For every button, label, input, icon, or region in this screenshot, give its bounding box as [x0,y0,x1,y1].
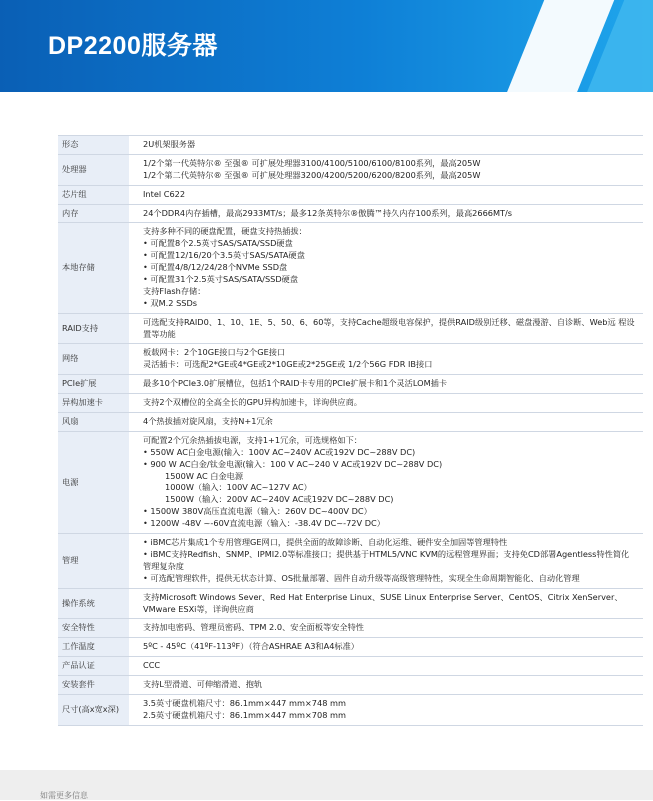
spec-value [129,638,643,657]
spec-label: 本地存储 [58,223,129,313]
spec-line: 可选配支持RAID0、1、10、1E、5、50、6、60等，支持Cache超级电容保护，提供RAID级别迁移、磁盘漫游、自诊断、Web远 程设 [143,316,635,327]
spec-row [58,313,643,344]
spec-line: 2U机架服务器 [143,139,196,149]
spec-line: • 可配置8个2.5英寸SAS/SATA/SSD硬盘 [143,238,293,249]
spec-value [129,694,643,725]
spec-line: 支持Flash存储： [143,285,206,296]
spec-line: • 1500W 380V高压直流电源（输入：260V DC~400V DC） [143,506,372,517]
spec-value [129,185,643,204]
spec-row [58,431,643,533]
spec-value [129,344,643,375]
spec-line: • 550W AC白金电源(输入：100V AC~240V AC或192V DC~288V DC) [143,446,416,457]
spec-label: 产品认证 [58,657,129,676]
spec-line: 支持Microsoft Windows Sever、Red Hat Enterprise Linux、SUSE Linux Enterprise Server、CentOS、Citrix XenServer、 [143,591,623,602]
spec-label: 安全特性 [58,619,129,638]
spec-row [58,185,643,204]
spec-line: 24个DDR4内存插槽，最高2933MT/s；最多12条英特尔®傲腾™持久内存100系列，最高2666MT/s [143,207,513,218]
spec-value [129,413,643,432]
spec-label: 芯片组 [58,185,129,204]
spec-row [58,204,643,223]
spec-line: Intel C622 [143,188,186,199]
spec-line: 1000W（输入：100V AC~127V AC） [165,482,312,493]
spec-row [58,534,643,589]
spec-label: 风扇 [58,413,129,432]
spec-line: 最多10个PCIe3.0扩展槽位，包括1个RAID卡专用的PCIe扩展卡和1个灵活LOM插卡 [143,378,448,389]
spec-line: 支持多种不同的硬盘配置，硬盘支持热插拔： [143,226,307,237]
spec-row [58,638,643,657]
spec-line: 支持L型滑道、可伸缩滑道、抱轨 [143,679,263,690]
spec-line: • 双M.2 SSDs [143,297,198,308]
spec-row [58,676,643,695]
spec-row [58,375,643,394]
spec-label: RAID支持 [58,313,129,344]
spec-label: 操作系统 [58,588,129,619]
spec-value [129,375,643,394]
spec-line: VMware ESXi等，详询供应商 [143,603,254,614]
spec-line: 4个热拔插对旋风扇，支持N+1冗余 [143,416,273,427]
spec-line: • 可配置31个2.5英寸SAS/SATA/SSD硬盘 [143,274,299,285]
spec-value [129,588,643,619]
spec-row [58,619,643,638]
spec-row [58,344,643,375]
spec-label: 电源 [58,431,129,533]
spec-line: 3.5英寸硬盘机箱尺寸：86.1mm×447 mm×748 mm [143,697,346,708]
spec-line: CCC [143,660,161,671]
spec-line: 支持2个双槽位的全高全长的GPU异构加速卡，详询供应商。 [143,397,362,408]
header-banner [0,0,653,92]
spec-row [58,694,643,725]
spec-label: 工作温度 [58,638,129,657]
spec-line: 1500W AC 白金电源 [165,470,244,481]
spec-row [58,657,643,676]
spec-table [58,135,643,726]
spec-value [129,534,643,589]
spec-row [58,154,643,185]
spec-value [129,394,643,413]
spec-label: PCIe扩展 [58,375,129,394]
spec-line: 1500W（输入：200V AC~240V AC或192V DC~288V DC) [165,494,394,505]
spec-line: 可配置2个冗余热插拔电源，支持1+1冗余，可选规格如下： [143,434,362,445]
spec-line: 管理复杂度 [143,560,184,571]
spec-line: 1/2个第二代英特尔® 至强® 可扩展处理器3200/4200/5200/6200/8200系列，最高205W [143,169,481,180]
spec-row [58,136,643,155]
spec-value [129,619,643,638]
spec-line: • 可选配管理软件，提供无状态计算、OS批量部署、固件自动升级等高级管理特性，实现全生命周期智能化、自动化管理 [143,572,580,583]
footer-text: 如需更多信息 [40,791,88,800]
spec-line: • 可配置12/16/20个3.5英寸SAS/SATA硬盘 [143,250,305,261]
spec-row [58,223,643,313]
spec-value [129,223,643,313]
spec-label: 处理器 [58,154,129,185]
spec-line: • iBMC支持Redfish、SNMP、IPMI2.0等标准接口；提供基于HTML5/VNC KVM的远程管理界面；支持免CD部署Agentless特性简化 [143,548,630,559]
spec-line: 支持加电密码、管理员密码、TPM 2.0、安全面板等安全特性 [143,622,364,633]
spec-value [129,204,643,223]
spec-label: 网络 [58,344,129,375]
footer [0,770,653,800]
spec-line: 板载网卡：2个10GE接口与2个GE接口 [143,347,286,358]
spec-value [129,136,643,155]
spec-value [129,657,643,676]
spec-label: 内存 [58,204,129,223]
spec-line: • 1200W -48V ~-60V直流电源（输入：-38.4V DC~-72V DC） [143,518,385,529]
spec-label: 安装套件 [58,676,129,695]
spec-line: • 900 W AC白金/钛金电源(输入：100 V AC~240 V AC或192V DC~288V DC) [143,458,443,469]
spec-line: 灵活插卡：可选配2*GE或4*GE或2*10GE或2*25GE或 1/2个56G FDR IB接口 [143,359,433,370]
spec-value [129,154,643,185]
spec-label: 异构加速卡 [58,394,129,413]
spec-value [129,676,643,695]
spec-row [58,394,643,413]
spec-line: 2.5英寸硬盘机箱尺寸：86.1mm×447 mm×708 mm [143,709,346,720]
spec-line: • iBMC芯片集成1个专用管理GE网口，提供全面的故障诊断、自动化运维、硬件安全加固等管理特性 [143,537,508,548]
spec-row [58,588,643,619]
spec-line: 置等功能 [143,328,176,339]
spec-value [129,313,643,344]
page-title: DP2200服务器 [48,32,218,60]
spec-value [129,431,643,533]
spec-line: 1/2个第一代英特尔® 至强® 可扩展处理器3100/4100/5100/6100/8100系列，最高205W [143,157,481,168]
spec-label: 管理 [58,534,129,589]
spec-line: 5ºC - 45ºC（41ºF-113ºF）（符合ASHRAE A3和A4标准） [143,641,359,652]
spec-row [58,413,643,432]
spec-label: 尺寸(高x宽x深) [58,694,129,725]
spec-label: 形态 [58,136,129,155]
spec-line: • 可配置4/8/12/24/28个NVMe SSD盘 [143,262,288,273]
